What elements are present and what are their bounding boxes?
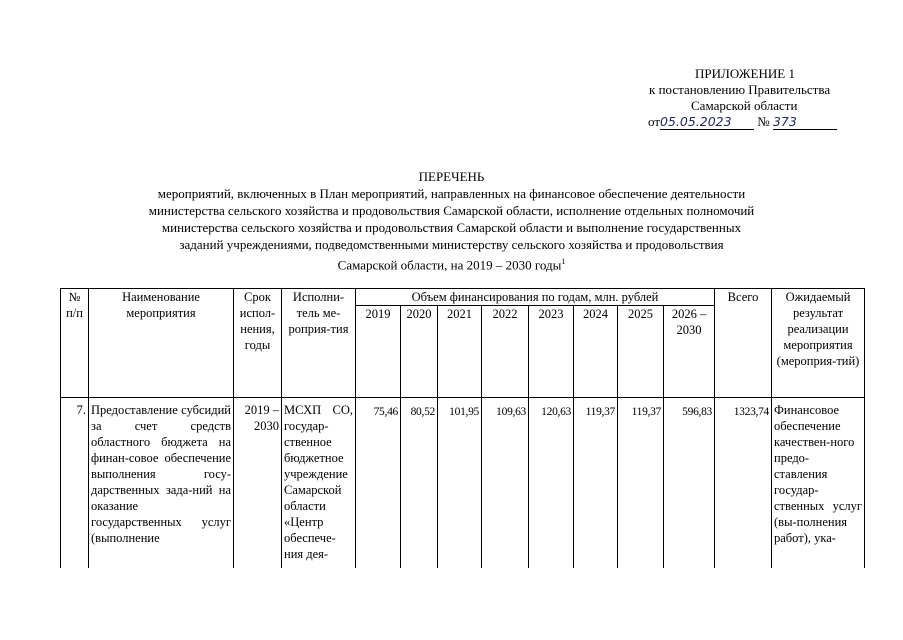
title-line-2: министерства сельского хозяйства и продовольствия Самарской области, исполнение отдельных полномочий <box>148 203 755 218</box>
title-line-5 <box>0 253 903 273</box>
row-name: Предоставление субсидий за счет средств областного бюджета на финан-совое обеспечение выполнения госу-дарственных зада-ний на оказание государственных услуг (выполнение <box>89 398 234 568</box>
row-value: 80,52 <box>401 398 438 568</box>
row-result: Финансовое обеспечение качествен-ного предо-ставления государ-ственных услуг (вы-полнения работ), ука- <box>772 398 865 568</box>
header-year: 2024 <box>574 306 618 398</box>
footnote-mark: 1 <box>561 257 566 266</box>
appendix-subtitle: к постановлению Правительства <box>649 82 831 97</box>
title-line-4: заданий учреждениями, подведомственными министерству сельского хозяйства и продовольствия <box>179 237 724 252</box>
title-line-3: министерства сельского хозяйства и продовольствия Самарской области и выполнение государственных <box>161 220 742 235</box>
header-year: 2026 – 2030 <box>664 306 715 398</box>
row-value: 75,46 <box>356 398 401 568</box>
title-line-5-text: Самарской области, на 2019 – 2030 годы <box>337 257 562 273</box>
table-row <box>61 398 865 568</box>
handwritten-date: 05.05.2023 <box>660 115 754 130</box>
row-value: 119,37 <box>618 398 664 568</box>
appendix-block <box>600 66 903 130</box>
row-num: 7. <box>61 398 89 568</box>
row-value: 119,37 <box>574 398 618 568</box>
title-line-1: мероприятий, включенных в План мероприятий, направленных на финансовое обеспечение деятельности <box>157 186 746 201</box>
header-year: 2025 <box>618 306 664 398</box>
row-total: 1323,74 <box>715 398 772 568</box>
row-value: 596,83 <box>664 398 715 568</box>
handwritten-number: 373 <box>773 115 837 130</box>
appendix-date-line <box>600 114 903 130</box>
header-result: Ожидаемый результат реализации мероприятия (мероприя-тий) <box>772 289 865 398</box>
header-row-1 <box>61 289 865 306</box>
header-year: 2021 <box>438 306 482 398</box>
header-name: Наименование мероприятия <box>89 289 234 398</box>
document-title <box>0 168 903 273</box>
header-year: 2022 <box>482 306 529 398</box>
number-prefix: № <box>757 114 770 129</box>
header-year: 2023 <box>529 306 574 398</box>
row-term: 2019 – 2030 <box>234 398 282 568</box>
appendix-region: Самарской области <box>691 98 798 113</box>
header-executor: Исполни-тель ме-роприя-тия <box>282 289 356 398</box>
header-num: № п/п <box>61 289 89 398</box>
row-value: 101,95 <box>438 398 482 568</box>
title-heading: ПЕРЕЧЕНЬ <box>418 169 485 184</box>
header-term: Срок испол-нения, годы <box>234 289 282 398</box>
header-year: 2020 <box>401 306 438 398</box>
header-year: 2019 <box>356 306 401 398</box>
row-value: 120,63 <box>529 398 574 568</box>
appendix-title: ПРИЛОЖЕНИЕ 1 <box>695 66 795 81</box>
row-executor: МСХП СО, государ-ственное бюджетное учреждение Самарской области «Центр обеспече-ния дея- <box>282 398 356 568</box>
measures-table <box>60 288 865 568</box>
header-financing: Объем финансирования по годам, млн. рублей <box>356 289 715 306</box>
row-value: 109,63 <box>482 398 529 568</box>
header-total: Всего <box>715 289 772 398</box>
date-prefix: от <box>648 114 661 129</box>
